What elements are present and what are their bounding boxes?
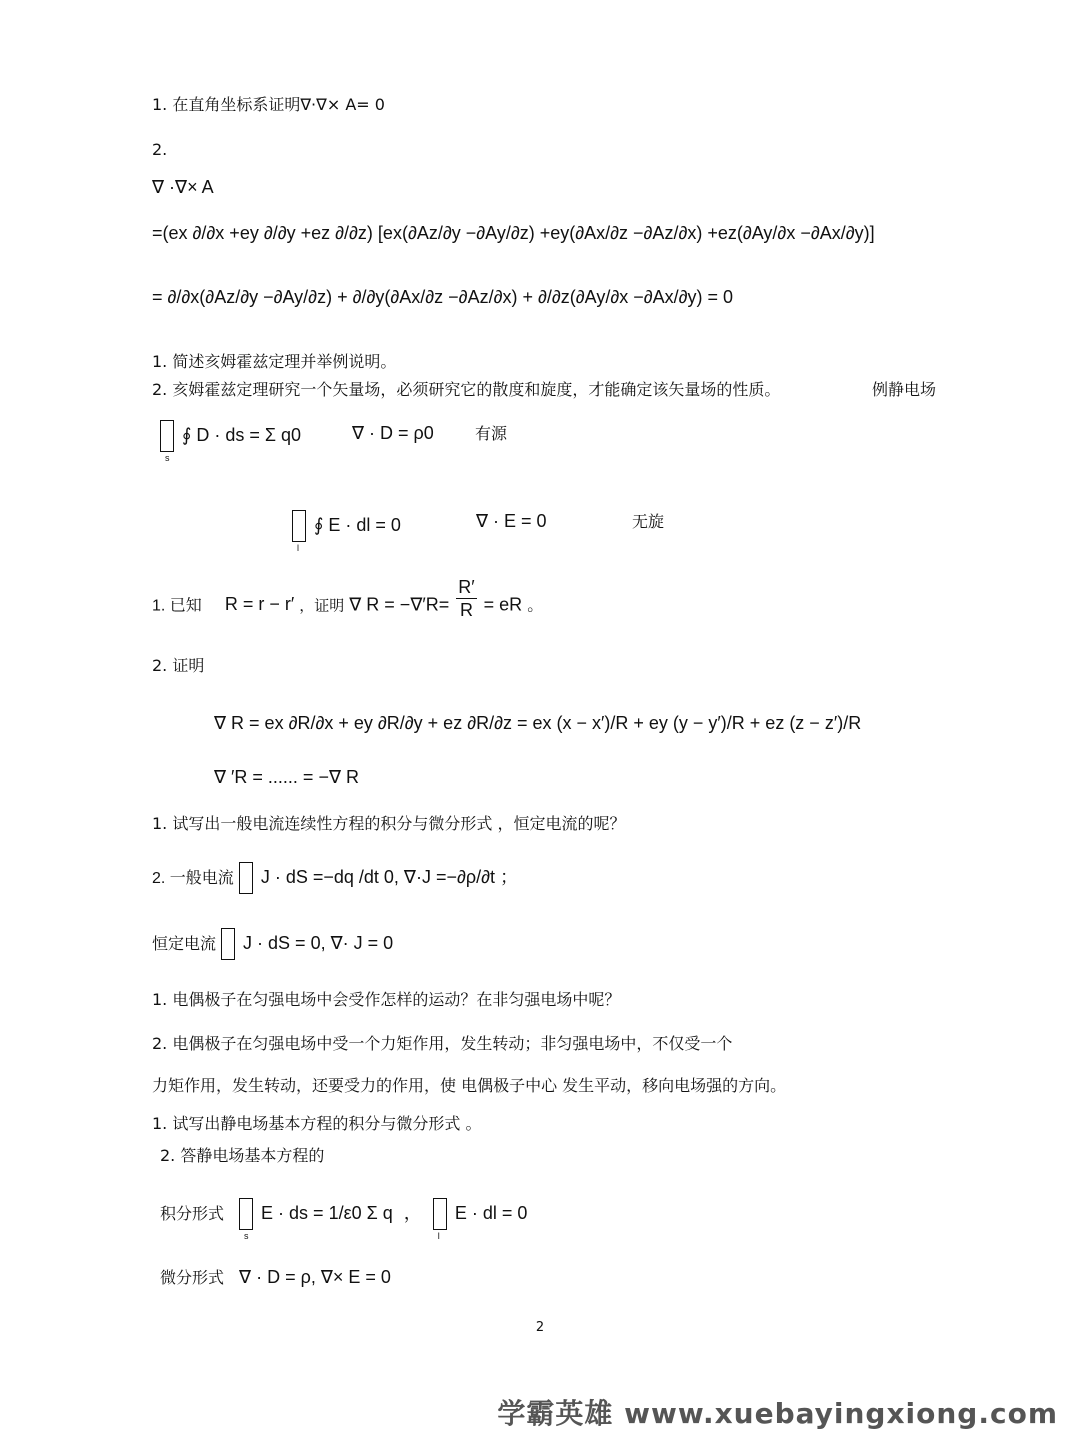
s5-answer-line2: 力矩作用，发生转动，还要受力的作用，使 电偶极子中心 发生平动，移向电场强的方向。: [152, 1076, 787, 1095]
s2-eq-curl-differential: ∇ · E = 0: [476, 511, 547, 531]
closed-surface-integral-icon: s: [239, 1198, 253, 1230]
s3-eq-gradient-prime: ∇ ′R = ...... = −∇ R: [214, 767, 360, 787]
s1-eq-line2: =(ex ∂/∂x +ey ∂/∂y +ez ∂/∂z) [ex(∂Az/∂y −∂Ay/∂z) +ey(∂Ax/∂z −∂Az/∂x) +ez(∂Ay/∂x −∂Ax/∂y)]: [152, 223, 875, 243]
s1-answer-label: 2.: [152, 140, 168, 159]
closed-surface-integral-icon: [221, 928, 235, 960]
closed-line-integral-icon: l: [292, 510, 306, 542]
s4-question: 1. 试写出一般电流连续性方程的积分与微分形式 ，恒定电流的呢？: [152, 814, 626, 833]
s3-eq-gradient: ∇ R = ex ∂R/∂x + ey ∂R/∂y + ez ∂R/∂z = ex (x − x′)/R + ey (y − y′)/R + ez (z − z′)/R: [214, 713, 862, 733]
s2-tag-irrotational: 无旋: [632, 512, 665, 531]
page-number: 2: [535, 1320, 545, 1335]
s4-general-current: 2. 一般电流 J · dS =−dq /dt 0, ∇·J =−∂ρ/∂t ；: [152, 862, 518, 894]
s5-answer-line1: 2. 电偶极子在匀强电场中受一个力矩作用，发生转动；非匀强电场中，不仅受一个: [152, 1034, 733, 1053]
s6-answer: 2. 答静电场基本方程的: [160, 1146, 325, 1165]
s2-eq-gauss-integral: s ∮ D · ds = Σ q0: [160, 420, 301, 452]
s6-question: 1. 试写出静电场基本方程的积分与微分形式 。: [152, 1114, 482, 1133]
s2-eq-gauss-differential: ∇ · D = ρ0: [352, 423, 434, 443]
s1-eq-line3: = ∂/∂x(∂Az/∂y −∂Ay/∂z) + ∂/∂y(∂Ax/∂z −∂Az/∂x) + ∂/∂z(∂Ay/∂x −∂Ax/∂y) = 0: [152, 287, 734, 307]
s2-example-label: 例静电场: [872, 380, 937, 399]
s2-tag-source: 有源: [475, 424, 508, 443]
s2-eq-curl-integral: l ∮ E · dl = 0: [292, 510, 401, 542]
s4-steady-current: 恒定电流 J · dS = 0, ∇· J = 0: [152, 928, 393, 960]
s3-answer-label: 2. 证明: [152, 656, 205, 675]
s2-answer: 2. 亥姆霍兹定理研究一个矢量场，必须研究它的散度和旋度，才能确定该矢量场的性质。: [152, 380, 781, 399]
s5-question: 1. 电偶极子在匀强电场中会受作怎样的运动？在非匀强电场中呢？: [152, 990, 621, 1009]
s2-question: 1. 简述亥姆霍兹定理并举例说明。: [152, 352, 397, 371]
closed-line-integral-icon: l: [433, 1198, 447, 1230]
s3-question: 1. 已知 R = r − r′ ，证明 ∇ R = −∇′R= $\frac{R'}{R}$ = eR 。: [152, 577, 544, 620]
s1-eq-line1: ∇ ·∇× A: [152, 177, 214, 197]
s6-integral-form: 积分形式 s E · ds = 1/ε0 Σ q ， l E · dl = 0: [160, 1198, 527, 1230]
closed-surface-integral-icon: [239, 862, 253, 894]
watermark: 学霸英雄 www.xuebayingxiong.com: [497, 1397, 1058, 1430]
closed-surface-integral-icon: s: [160, 420, 174, 452]
s1-question: 1. 在直角坐标系证明∇·∇× A= 0: [152, 95, 385, 114]
s6-differential-form: 微分形式 ∇ · D = ρ, ∇× E = 0: [160, 1267, 391, 1287]
